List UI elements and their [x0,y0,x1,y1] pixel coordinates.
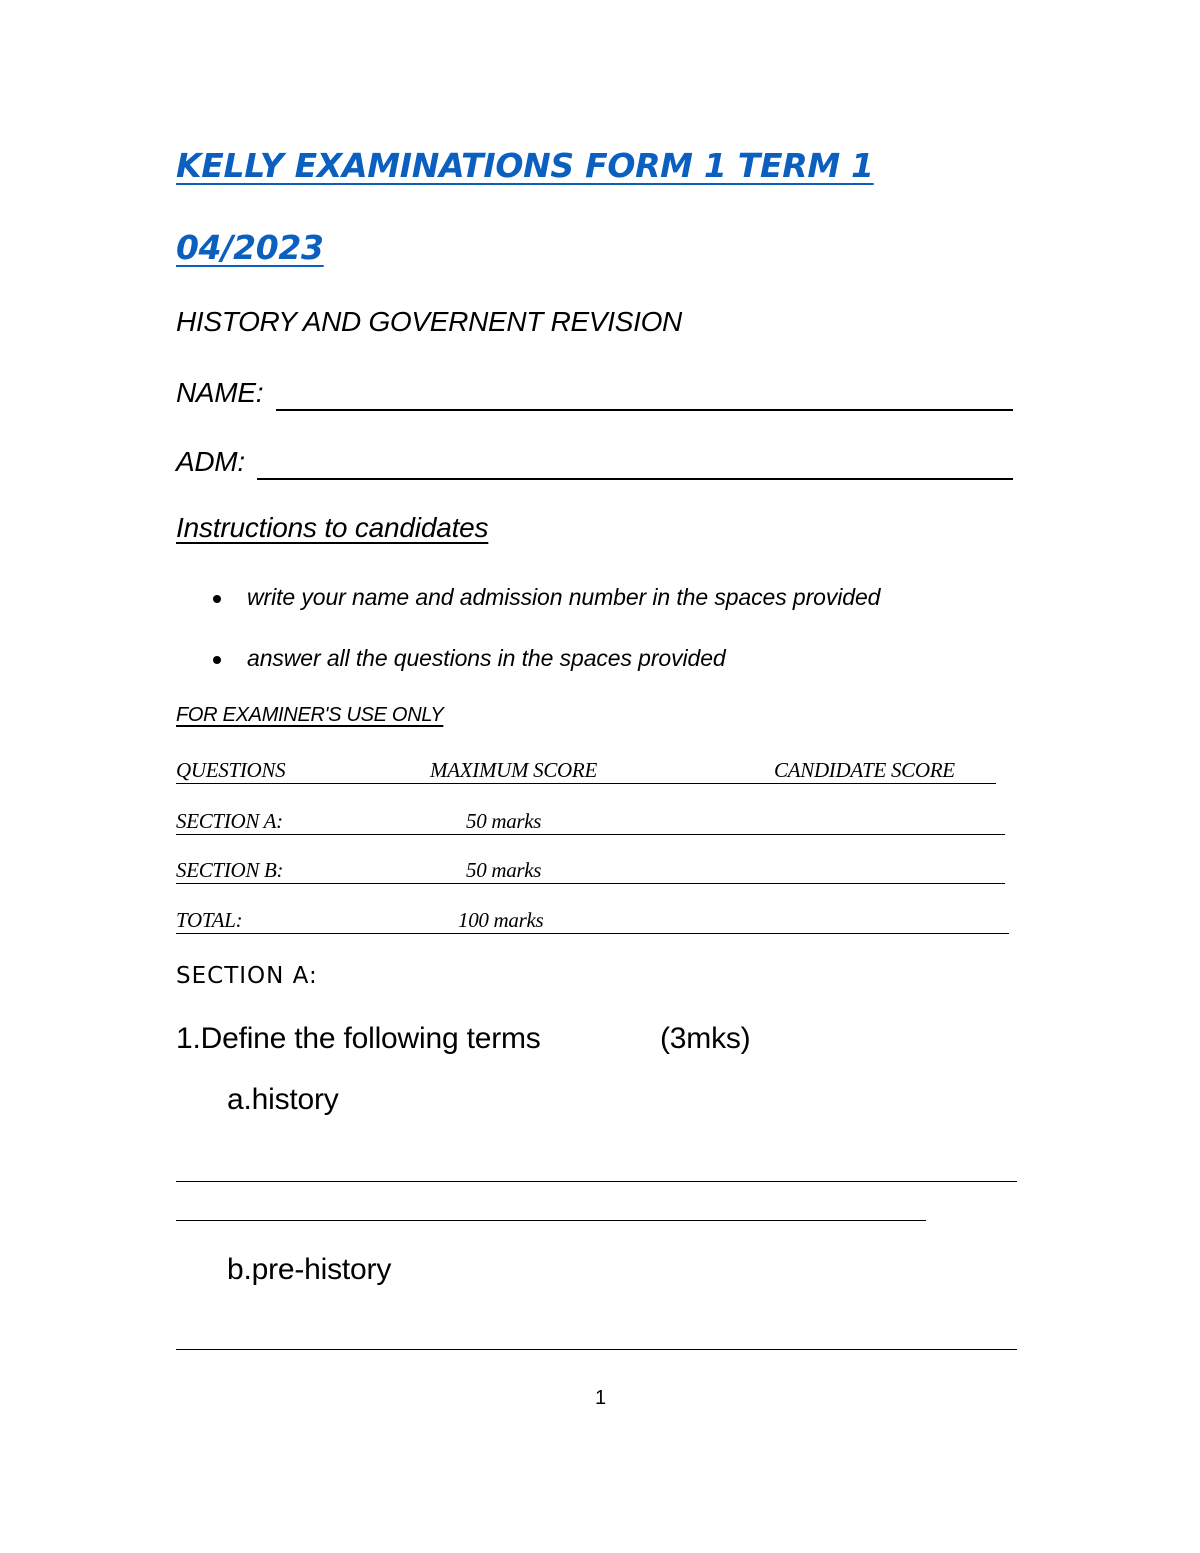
exam-title-date: 04/2023 [176,228,324,267]
table-header-underline [176,783,996,784]
name-field-line[interactable] [276,409,1013,411]
question-1: 1.Define the following terms [176,1022,541,1055]
exam-subject: HISTORY AND GOVERNENT REVISION [176,306,682,337]
instruction-item: write your name and admission number in the spaces provided [247,584,881,610]
question-1a: a.history [227,1083,339,1116]
column-header-candidate-score: CANDIDATE SCORE [774,758,955,782]
column-header-questions: QUESTIONS [176,758,286,782]
row-label-section-a: SECTION A: [176,809,283,833]
score-line-section-b[interactable] [176,883,1005,884]
examiner-use-heading: FOR EXAMINER'S USE ONLY [176,704,444,726]
row-max-total: 100 marks [458,908,544,932]
row-label-section-b: SECTION B: [176,858,284,882]
section-a-heading: SECTION A: [176,963,318,989]
score-line-total[interactable] [176,933,1009,934]
column-header-maximum-score: MAXIMUM SCORE [430,758,597,782]
row-max-section-b: 50 marks [466,858,542,882]
answer-line-1a-2[interactable] [176,1220,926,1221]
score-line-section-a[interactable] [176,834,1005,835]
row-max-section-a: 50 marks [466,809,542,833]
answer-line-1a-1[interactable] [176,1181,1017,1182]
instructions-heading: Instructions to candidates [176,512,489,543]
adm-field-line[interactable] [257,478,1013,480]
bullet-icon [213,656,221,664]
instruction-item: answer all the questions in the spaces provided [247,645,726,671]
exam-title-line1: KELLY EXAMINATIONS FORM 1 TERM 1 [176,146,874,185]
answer-line-1b-1[interactable] [176,1349,1017,1350]
adm-label: ADM: [176,446,245,477]
name-label: NAME: [176,377,264,408]
page-number: 1 [595,1387,607,1409]
question-1-marks: (3mks) [660,1022,751,1055]
row-label-total: TOTAL: [176,908,243,932]
bullet-icon [213,595,221,603]
question-1b: b.pre-history [227,1253,392,1286]
